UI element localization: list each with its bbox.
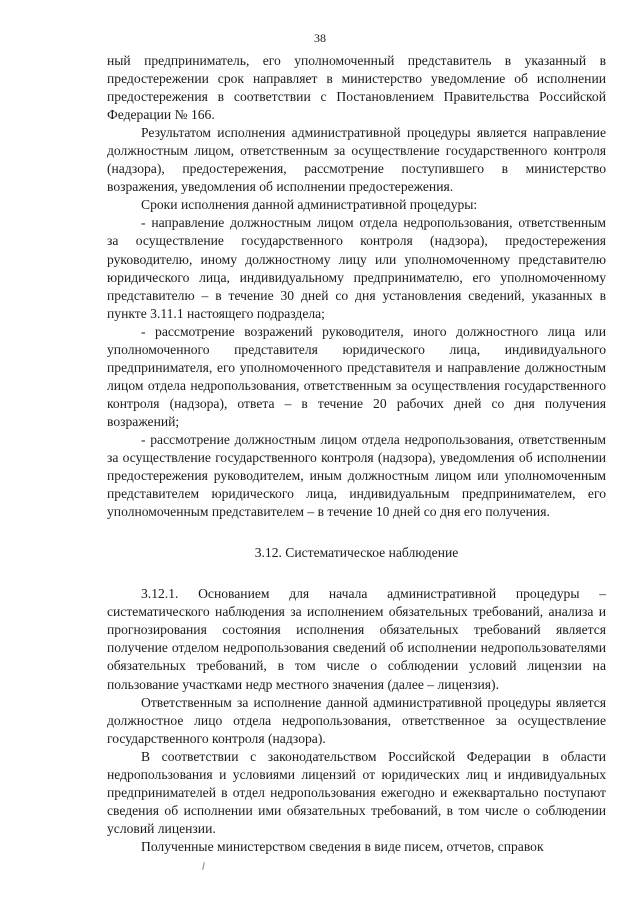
paragraph: Результатом исполнения административной процедуры является направление должностным лицом, ответственным за осуществление государственного контроля (надзора), предостережения, рассмотрение поступившего в министерство возражения, уведомления об исполнении предостережения.: [107, 125, 606, 195]
scan-mark: [202, 862, 205, 870]
paragraph: Сроки исполнения данной административной процедуры:: [141, 197, 478, 213]
paragraph: Ответственным за исполнение данной административной процедуры является должностное лицо отдела недропользования, ответственное за осуществление государственного контроля (надзора).: [107, 694, 606, 746]
list-item: - рассмотрение возражений руководителя, иного должностного лица или уполномоченного представителя юридического лица, индивидуального предпринимателя, его уполномоченного представителя и направление должностным лицом отдела недропользования, ответственным за осуществления государственного контроля (надзора), ответа – в течение 20 рабочих дней со дня получения возражений;: [107, 323, 606, 429]
page-number: 38: [314, 31, 326, 45]
paragraph: В соответствии с законодательством Российской Федерации в области недропользования и условиями лицензий от юридических лиц и индивидуальных предпринимателей в отдел недропользования ежегодно и ежеквартально поступают сведения об исполнении ими обязательных требований, в том числе о соблюдении условий лицензии.: [107, 748, 606, 836]
list-item: - направление должностным лицом отдела недропользования, ответственным за осуществление государственного контроля (надзора), предостережения руководителю, иному должностному лицу или уполномоченному представителю юридического лица, индивидуальному предпринимателю, его уполномоченному представителю – в течение 30 дней со дня установления сведений, указанных в пункте 3.11.1 настоящего подраздела;: [107, 215, 606, 321]
list-item: - рассмотрение должностным лицом отдела недропользования, ответственным за осуществление государственного контроля (надзора), уведомления об исполнении предостережения руководителем, иным должностным лицом или уполномоченным представителем юридического лица, индивидуальным предпринимателем, его уполномоченным представителем – в течение 10 дней со дня его получения.: [107, 431, 606, 520]
paragraph: 3.12.1. Основанием для начала административной процедуры – систематического наблюдения за исполнением обязательных требований, анализа и прогнозирования состояния исполнения обязательных требований является получение отделом недропользования сведений об исполнении недропользователями обязательных требований, в том числе о соблюдении условий лицензии на пользование участками недр местного значения (далее – лицензия).: [107, 586, 606, 692]
document-body: [107, 52, 606, 856]
paragraph: Полученные министерством сведения в виде писем, отчетов, справок: [141, 838, 544, 854]
section-heading: 3.12. Систематическое наблюдение: [254, 545, 459, 561]
paragraph: ный предприниматель, его уполномоченный представитель в указанный в предостережении срок направляет в министерство уведомление об исполнении предостережения в соответствии с Постановлением Правительства Российской Федерации № 166.: [107, 53, 606, 123]
